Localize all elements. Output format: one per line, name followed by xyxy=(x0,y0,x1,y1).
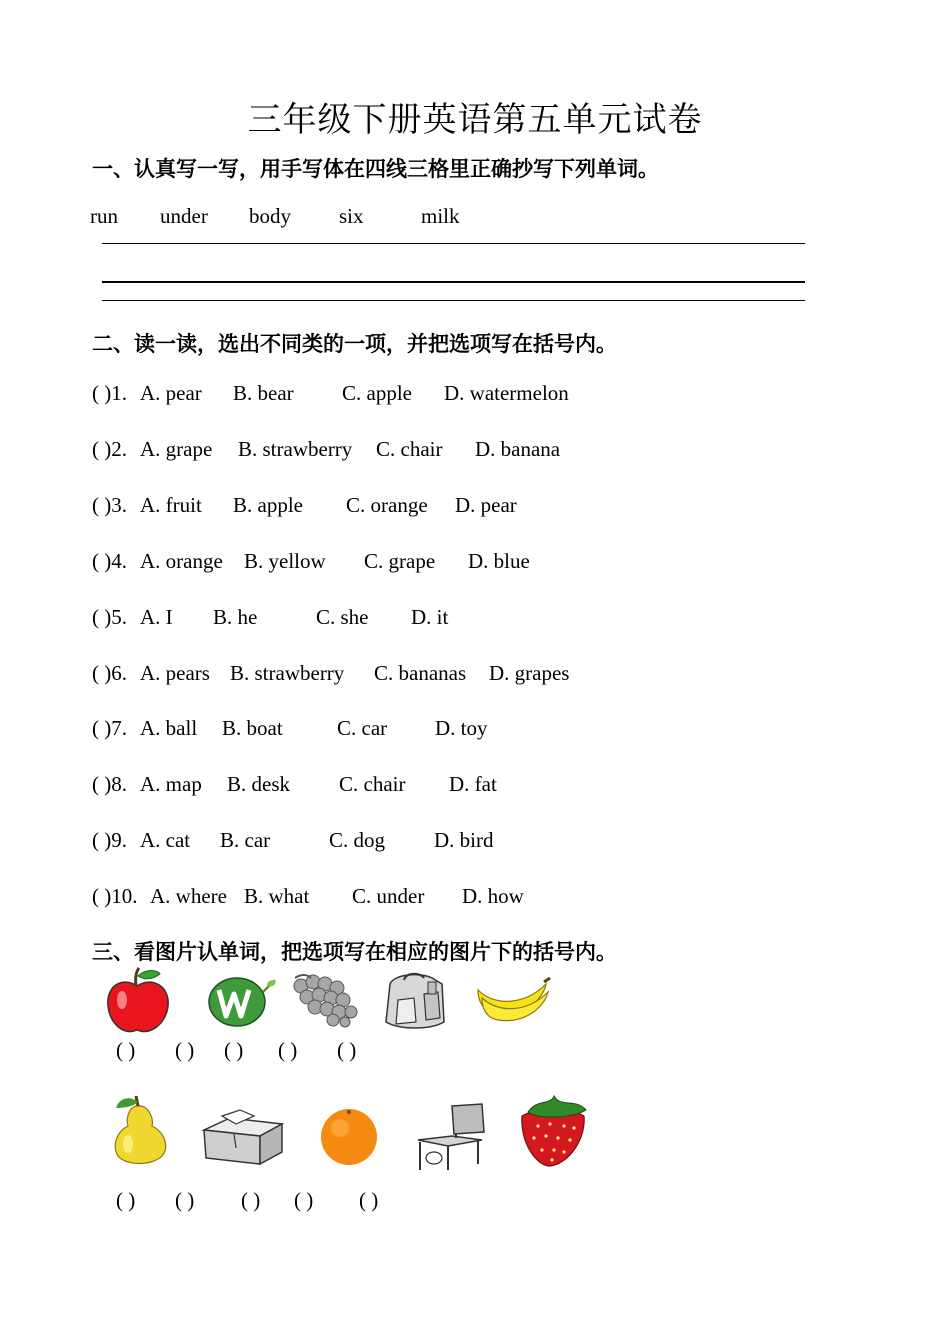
option-a: A. cat xyxy=(140,828,191,852)
option-b: B. bear xyxy=(233,381,294,405)
option-d: D. pear xyxy=(455,493,517,517)
page-title: 三年级下册英语第五单元试卷 xyxy=(247,100,703,140)
question-number: ( )7. xyxy=(92,716,127,740)
answer-paren[interactable]: ( ) xyxy=(116,1038,136,1062)
question-number: ( )4. xyxy=(92,549,127,573)
word-run: run xyxy=(90,204,118,228)
watermelon-icon xyxy=(203,972,279,1028)
answer-paren[interactable]: ( ) xyxy=(294,1188,314,1212)
option-c: C. she xyxy=(316,605,369,629)
option-c: C. grape xyxy=(364,549,436,573)
option-a: A. fruit xyxy=(140,493,202,517)
option-d: D. how xyxy=(462,884,524,908)
schoolbag-icon xyxy=(380,970,450,1032)
option-b: B. apple xyxy=(233,493,303,517)
option-c: C. car xyxy=(337,716,388,740)
option-b: B. yellow xyxy=(244,549,326,573)
writing-line-bottom xyxy=(102,300,805,301)
writing-line-base xyxy=(102,281,805,283)
pear-icon xyxy=(106,1094,174,1166)
option-d: D. watermelon xyxy=(444,381,569,405)
word-under: under xyxy=(160,204,208,228)
answer-paren[interactable]: ( ) xyxy=(224,1038,244,1062)
question-number: ( )5. xyxy=(92,605,127,629)
section2-heading: 二、读一读，选出不同类的一项，并把选项写在括号内。 xyxy=(92,332,617,356)
section3-heading: 三、看图片认单词，把选项写在相应的图片下的括号内。 xyxy=(92,940,617,964)
question-number: ( )3. xyxy=(92,493,127,517)
orange-icon xyxy=(318,1106,380,1168)
word-milk: milk xyxy=(421,204,460,228)
option-c: C. chair xyxy=(339,772,406,796)
answer-paren[interactable]: ( ) xyxy=(278,1038,298,1062)
option-b: B. strawberry xyxy=(230,661,345,685)
answer-paren[interactable]: ( ) xyxy=(359,1188,379,1212)
writing-line-top xyxy=(102,243,805,244)
option-d: D. blue xyxy=(468,549,530,573)
section1-heading: 一、认真写一写，用手写体在四线三格里正确抄写下列单词。 xyxy=(92,157,659,181)
option-c: C. dog xyxy=(329,828,386,852)
option-a: A. grape xyxy=(140,437,213,461)
question-number: ( )8. xyxy=(92,772,127,796)
option-c: C. under xyxy=(352,884,425,908)
answer-paren[interactable]: ( ) xyxy=(175,1038,195,1062)
apple-icon xyxy=(102,966,172,1036)
option-a: A. ball xyxy=(140,716,198,740)
option-a: A. where xyxy=(150,884,227,908)
question-number: ( )10. xyxy=(92,884,138,908)
option-d: D. banana xyxy=(475,437,561,461)
option-d: D. bird xyxy=(434,828,494,852)
strawberry-icon xyxy=(514,1094,594,1170)
chair-icon xyxy=(412,1102,488,1172)
answer-paren[interactable]: ( ) xyxy=(116,1188,136,1212)
grape-icon xyxy=(291,972,361,1028)
option-a: A. map xyxy=(140,772,202,796)
option-a: A. I xyxy=(140,605,173,629)
option-a: A. orange xyxy=(140,549,223,573)
option-c: C. bananas xyxy=(374,661,467,685)
word-six: six xyxy=(339,204,364,228)
word-body: body xyxy=(249,204,291,228)
option-b: B. desk xyxy=(227,772,290,796)
option-b: B. what xyxy=(244,884,310,908)
option-b: B. he xyxy=(213,605,258,629)
option-d: D. it xyxy=(411,605,449,629)
banana-icon xyxy=(474,976,552,1026)
option-c: C. orange xyxy=(346,493,428,517)
answer-paren[interactable]: ( ) xyxy=(175,1188,195,1212)
answer-paren[interactable]: ( ) xyxy=(241,1188,261,1212)
option-b: B. boat xyxy=(222,716,283,740)
question-number: ( )2. xyxy=(92,437,127,461)
question-number: ( )9. xyxy=(92,828,127,852)
option-c: C. chair xyxy=(376,437,443,461)
option-a: A. pear xyxy=(140,381,202,405)
question-number: ( )6. xyxy=(92,661,127,685)
option-c: C. apple xyxy=(342,381,412,405)
answer-paren[interactable]: ( ) xyxy=(337,1038,357,1062)
option-b: B. strawberry xyxy=(238,437,353,461)
question-number: ( )1. xyxy=(92,381,127,405)
box-icon xyxy=(200,1106,286,1168)
option-a: A. pears xyxy=(140,661,210,685)
option-d: D. grapes xyxy=(489,661,570,685)
option-b: B. car xyxy=(220,828,271,852)
option-d: D. fat xyxy=(449,772,497,796)
option-d: D. toy xyxy=(435,716,488,740)
